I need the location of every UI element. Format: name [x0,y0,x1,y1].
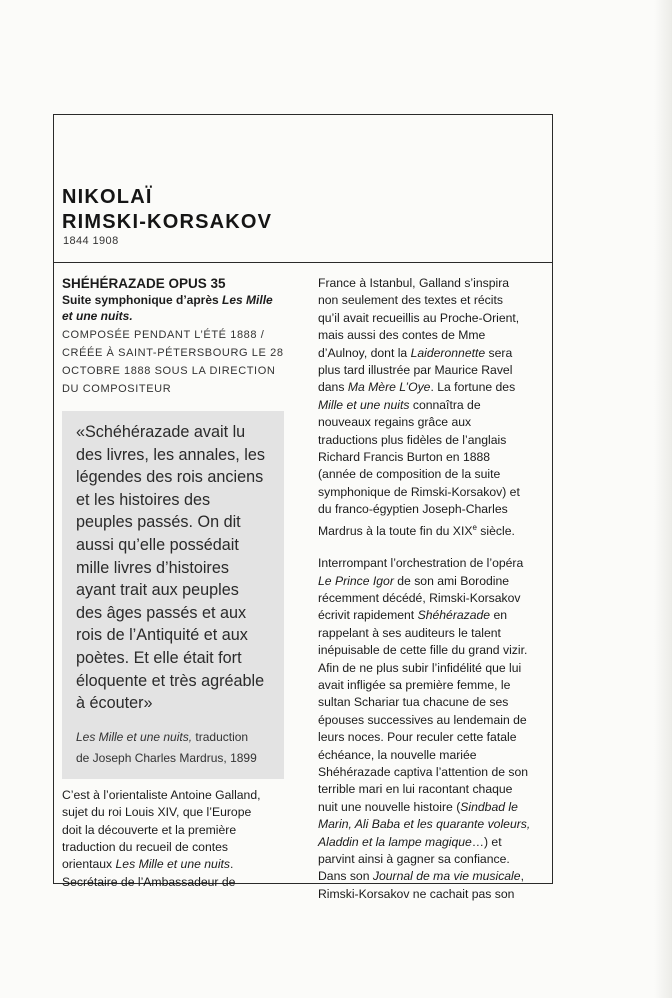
quote-line: «Schéhérazade avait lu [76,423,246,441]
body-line: sujet du roi Louis XIV, que l’Europe [62,805,252,820]
body-line: rappelant à ses auditeurs le talent [318,625,501,640]
body-line: épouses successives au lendemain de [318,712,527,727]
work-composition-info [62,326,294,398]
body-line: Interrompant l’orchestration de l’opéra [318,556,524,571]
body-line: Rimski-Korsakov ne cachait pas son [318,886,515,901]
body-line: écrivit rapidement Shéhérazade en [318,608,508,623]
body-line: parvint ainsi à gagner sa confiance. [318,852,510,867]
body-line: Marin, Ali Baba et les quarante voleurs, [318,817,531,832]
quote-line: aussi qu’elle possédait [76,535,239,554]
body-line: échéance, la nouvelle mariée [318,747,477,762]
body-line: Mille et une nuits connaîtra de [318,397,481,412]
quote-line: mille livres d’histoires [76,558,229,577]
body-line: Mardrus à la toute fin du XIXe siècle. [318,522,515,538]
body-line: d’Aulnoy, dont la Laideronnette sera [318,345,513,360]
quote-line: à écouter» [76,694,153,713]
subtitle-italic-2: et une nuits. [62,309,133,323]
caps-line: COMPOSÉE PENDANT L’ÉTÉ 1888 / [62,329,265,341]
caps-line: DU COMPOSITEUR [62,383,172,395]
page-edge-shadow [654,0,672,998]
body-line: (année de composition de la suite [318,467,501,482]
body-line: récemment décédé, Rimski-Korsakov [318,590,521,605]
quote-source-translator: de Joseph Charles Mardrus, 1899 [76,750,257,765]
quote-line: légendes des rois anciens [76,468,264,487]
body-line: terrible mari en lui racontant chaque [318,782,513,797]
caps-line: CRÉÉE À SAINT-PÉTERSBOURG LE 28 [62,347,284,359]
body-line: Secrétaire de l’Ambassadeur de [62,874,236,889]
subtitle-text: Suite symphonique d’après [62,293,223,307]
caps-line: OCTOBRE 1888 SOUS LA DIRECTION [62,365,276,377]
quote-line: et les histoires des [76,490,211,509]
quote-line: poètes. Et elle était fort [76,648,242,667]
body-line: orientaux Les Mille et une nuits. [62,857,234,872]
paragraph-composition [318,555,546,903]
quote-source-text: traduction [192,729,249,744]
quote-line: rois de l’Antiquité et aux [76,626,248,645]
quote-line: peuples passés. On dit [76,513,241,532]
composer-header [54,115,552,263]
body-line: dans Ma Mère L’Oye. La fortune des [318,380,516,395]
composer-last-name: RIMSKI-KORSAKOV [62,211,273,233]
body-line: traduction du recueil de contes [62,839,228,854]
body-line: nouveaux regains grâce aux [318,415,472,430]
work-title: SHÉHÉRAZADE OPUS 35 [62,276,226,291]
body-line: Aladdin et la lampe magique…) et [318,834,502,849]
body-line: leurs noces. Pour reculer cette fatale [318,730,517,745]
quote-line: des âges passés et aux [76,603,247,622]
composer-dates: 1844 1908 [63,235,119,247]
subtitle-italic: Les Mille [222,293,273,307]
composer-first-name: NIKOLAÏ [62,186,153,208]
body-line: non seulement des textes et récits [318,293,503,308]
quote-line: ayant trait aux peuples [76,581,239,600]
body-line: nuit une nouvelle histoire (Sindbad le [318,799,518,814]
body-line: Shéhérazade captiva l’attention de son [318,765,529,780]
pull-quote [62,411,284,779]
body-line: Dans son Journal de ma vie musicale, [318,869,524,884]
quote-line: éloquente et très agréable [76,671,265,690]
quote-line: des livres, les annales, les [76,445,265,464]
composer-name [62,185,272,235]
quote-source-title: Les Mille et une nuits, [76,729,193,744]
body-line: plus tard illustrée par Maurice Ravel [318,363,513,378]
body-line: doit la découverte et la première [62,822,237,837]
quote-text [76,421,276,715]
body-line: traductions plus fidèles de l’anglais [318,432,507,447]
body-line: symphonique de Rimski-Korsakov) et [318,484,520,499]
body-line: Le Prince Igor de son ami Borodine [318,573,510,588]
left-body-text [62,787,294,891]
body-line: C’est à l’orientaliste Antoine Galland, [62,787,261,802]
body-line: sultan Schariar tua chacune de ses [318,695,509,710]
body-line: France à Istanbul, Galland s’inspira [318,276,510,290]
work-subtitle [62,292,294,324]
body-line: du franco-égyptien Joseph-Charles [318,502,508,517]
left-column [62,275,294,891]
program-page-frame [53,114,553,901]
body-line: mais aussi des contes de Mme [318,328,486,343]
body-line: avait infligée sa première femme, le [318,678,511,692]
body-line: Richard Francis Burton en 1888 [318,450,491,465]
body-line: Afin de ne plus subir l’infidélité que lui [318,660,522,675]
quote-source [76,727,276,769]
right-column [318,275,546,903]
body-line: inépuisable de cette fille du grand vizir. [318,643,528,658]
body-line: qu’il avait recueillis au Proche-Orient, [318,310,520,325]
paragraph-galland [318,275,546,540]
